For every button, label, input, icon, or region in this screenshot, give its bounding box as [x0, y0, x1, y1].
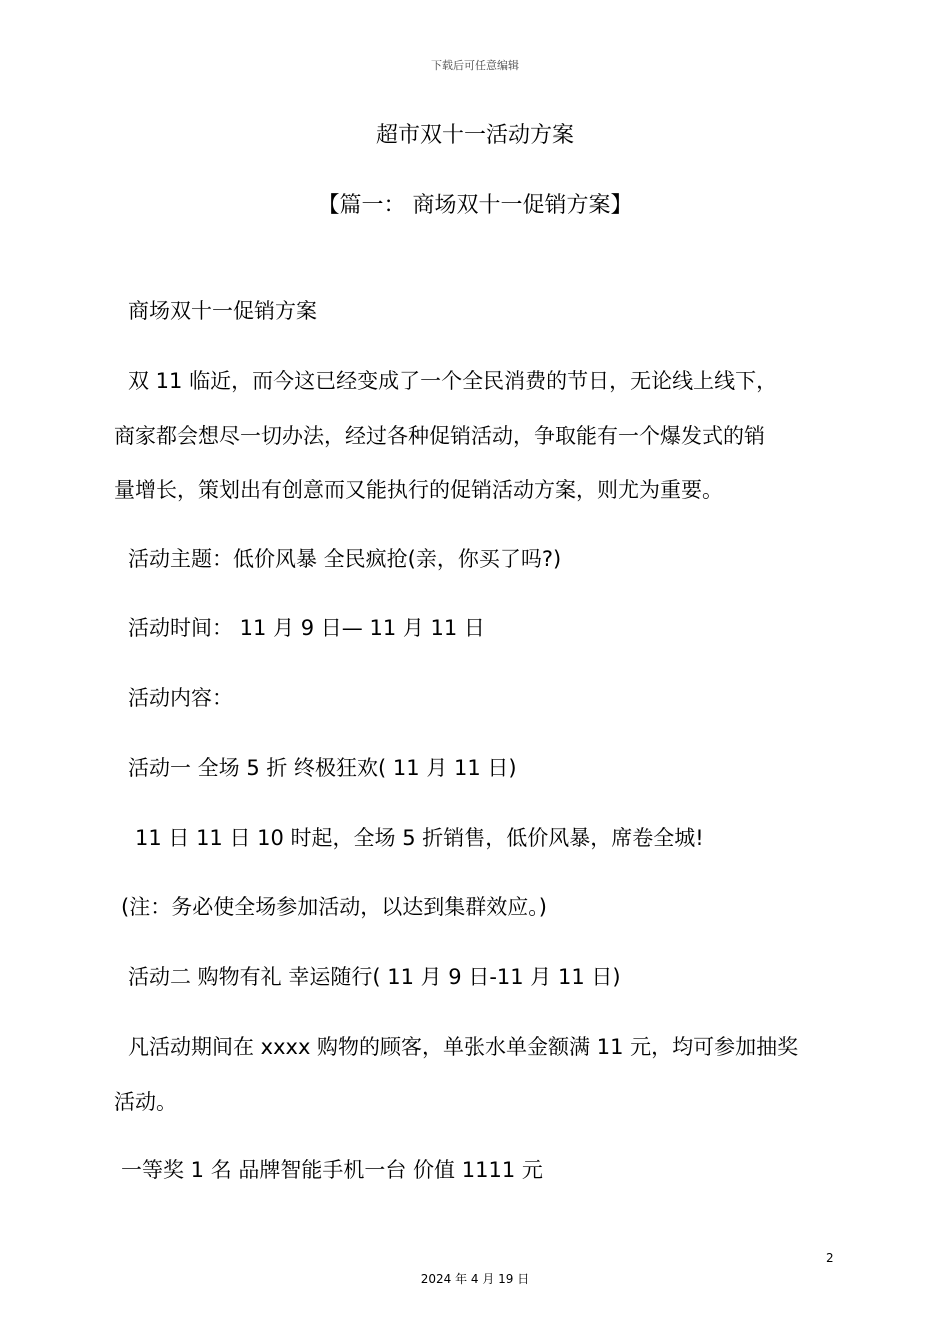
activity-two-desc-line-2: 活动。 — [114, 1090, 177, 1114]
activity-time: 活动时间： 11 月 9 日— 11 月 11 日 — [128, 616, 485, 640]
document-title: 超市双十一活动方案 — [375, 123, 574, 148]
activity-two-desc-line-1: 凡活动期间在 xxxx 购物的顾客，单张水单金额满 11 元，均可参加抽奖 — [128, 1035, 799, 1059]
first-prize: 一等奖 1 名 品牌智能手机一台 价值 1111 元 — [121, 1158, 543, 1182]
activity-content-label: 活动内容： — [128, 686, 233, 710]
activity-two-title: 活动二 购物有礼 幸运随行( 11 月 9 日-11 月 11 日) — [128, 965, 621, 989]
footer-date: 2024 年 4 月 19 日 — [420, 1272, 530, 1286]
activity-theme: 活动主题：低价风暴 全民疯抢(亲，你买了吗?) — [128, 547, 562, 571]
document-subtitle: 【篇一： 商场双十一促销方案】 — [317, 193, 633, 218]
activity-one-title: 活动一 全场 5 折 终极狂欢( 11 月 11 日) — [128, 756, 517, 780]
header-note: 下载后可任意编辑 — [431, 59, 519, 72]
intro-line-1: 双 11 临近，而今这已经变成了一个全民消费的节日，无论线上线下， — [128, 369, 778, 393]
section-heading: 商场双十一促销方案 — [128, 299, 317, 323]
activity-note: (注：务必使全场参加活动，以达到集群效应。) — [121, 895, 547, 919]
intro-line-3: 量增长，策划出有创意而又能执行的促销活动方案，则尤为重要。 — [114, 478, 723, 502]
activity-one-description: 11 日 11 日 10 时起，全场 5 折销售，低价风暴，席卷全城! — [135, 826, 704, 850]
page-number: 2 — [826, 1251, 834, 1265]
intro-line-2: 商家都会想尽一切办法，经过各种促销活动，争取能有一个爆发式的销 — [114, 424, 765, 448]
